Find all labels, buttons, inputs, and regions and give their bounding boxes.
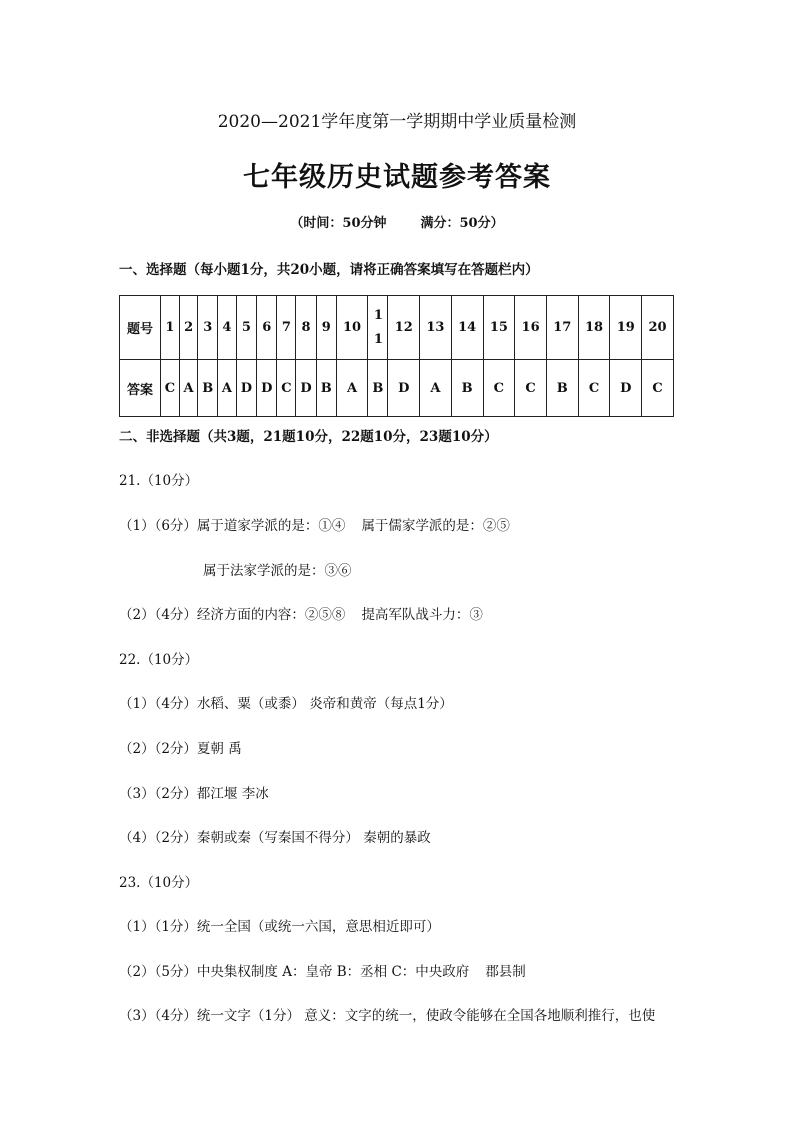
answer-cell: D	[610, 360, 642, 417]
q21-part1-confucian: 属于儒家学派的是：②⑤	[361, 518, 510, 534]
q21-heading: 21.（10分）	[119, 473, 199, 489]
question-number-cell: 10	[336, 296, 368, 360]
question-number-cell	[368, 296, 388, 360]
answer-cell: B	[546, 360, 578, 417]
question-number-cell: 5	[236, 296, 256, 360]
q23-part2-county-system: 郡县制	[485, 964, 526, 980]
q22-part1: （1）（4分）水稻、粟（或黍） 炎帝和黄帝（每点1分）	[119, 696, 453, 712]
question-number-cell: 6	[257, 296, 277, 360]
answer-cell: C	[642, 360, 674, 417]
answer-cell: D	[236, 360, 256, 417]
question-number-cell: 8	[296, 296, 316, 360]
question-number-cell: 16	[515, 296, 547, 360]
question-number-cell: 13	[420, 296, 452, 360]
question-number-cell: 19	[610, 296, 642, 360]
answer-table	[119, 295, 674, 417]
q21-part1	[119, 514, 510, 534]
answer-label-cell: 答案	[120, 360, 161, 417]
q21-part2-military: 提高军队战斗力：③	[361, 607, 483, 623]
q22-part4: （4）（2分）秦朝或秦（写秦国不得分） 秦朝的暴政	[119, 830, 431, 846]
question-number-cell: 2	[179, 296, 197, 360]
question-number-cell: 15	[483, 296, 515, 360]
question-number-cell: 17	[546, 296, 578, 360]
question-number-cell: 1	[161, 296, 180, 360]
answer-cell: B	[198, 360, 218, 417]
answer-cell: A	[420, 360, 452, 417]
question-number-cell: 3	[198, 296, 218, 360]
question-number-cell: 14	[451, 296, 483, 360]
exam-info	[0, 212, 794, 231]
answer-cell: C	[483, 360, 515, 417]
exam-score: 满分：50分）	[420, 216, 504, 231]
answer-cell: B	[316, 360, 336, 417]
section1-title: 一、选择题（每小题1分，共20小题，请将正确答案填写在答题栏内）	[119, 262, 539, 278]
answer-cell: B	[451, 360, 483, 417]
section2-title: 二、非选择题（共3题，21题10分，22题10分，23题10分）	[119, 429, 498, 445]
q23-part2-answers: （2）（5分）中央集权制度 A：皇帝 B：丞相 C：中央政府	[119, 964, 470, 980]
question-number-cell: 20	[642, 296, 674, 360]
answer-cell: A	[179, 360, 197, 417]
document-title-line1: 2020—2021学年度第一学期期中学业质量检测	[217, 112, 577, 132]
q21-part1-daoist: （1）（6分）属于道家学派的是：①④	[119, 518, 346, 534]
question-number-cell: 12	[388, 296, 420, 360]
question-number-cell: 4	[218, 296, 236, 360]
answer-cell: C	[161, 360, 180, 417]
answer-row	[120, 360, 674, 417]
document-title-main: 七年级历史试题参考答案	[243, 162, 551, 193]
q22-part3: （3）（2分）都江堰 李冰	[119, 786, 269, 802]
q21-part2	[119, 603, 483, 623]
q21-part1-legalist: 属于法家学派的是：③⑥	[203, 563, 352, 579]
question-label-cell: 题号	[120, 296, 161, 360]
q23-part1: （1）（1分）统一全国（或统一六国，意思相近即可）	[119, 919, 440, 935]
answer-cell: B	[368, 360, 388, 417]
answer-cell: A	[218, 360, 236, 417]
answer-cell: D	[388, 360, 420, 417]
question-number-cell: 7	[277, 296, 296, 360]
question-number-cell: 18	[578, 296, 610, 360]
q21-part2-economy: （2）（4分）经济方面的内容：②⑤⑧	[119, 607, 346, 623]
q23-part3: （3）（4分）统一文字（1分） 意义：文字的统一，使政令能够在全国各地顺利推行，也使	[119, 1008, 656, 1024]
question-number-row	[120, 296, 674, 360]
question-number-cell: 9	[316, 296, 336, 360]
answer-cell: C	[515, 360, 547, 417]
q22-heading: 22.（10分）	[119, 652, 199, 668]
question-number-11-wrapped: 11	[373, 307, 383, 347]
q22-part2: （2）（2分）夏朝 禹	[119, 741, 242, 757]
answer-cell: C	[578, 360, 610, 417]
answer-cell: D	[257, 360, 277, 417]
answer-cell: A	[336, 360, 368, 417]
answer-cell: C	[277, 360, 296, 417]
exam-time: （时间：50分钟	[290, 216, 387, 231]
q23-part2	[119, 960, 526, 980]
answer-cell: D	[296, 360, 316, 417]
q23-heading: 23.（10分）	[119, 875, 199, 891]
